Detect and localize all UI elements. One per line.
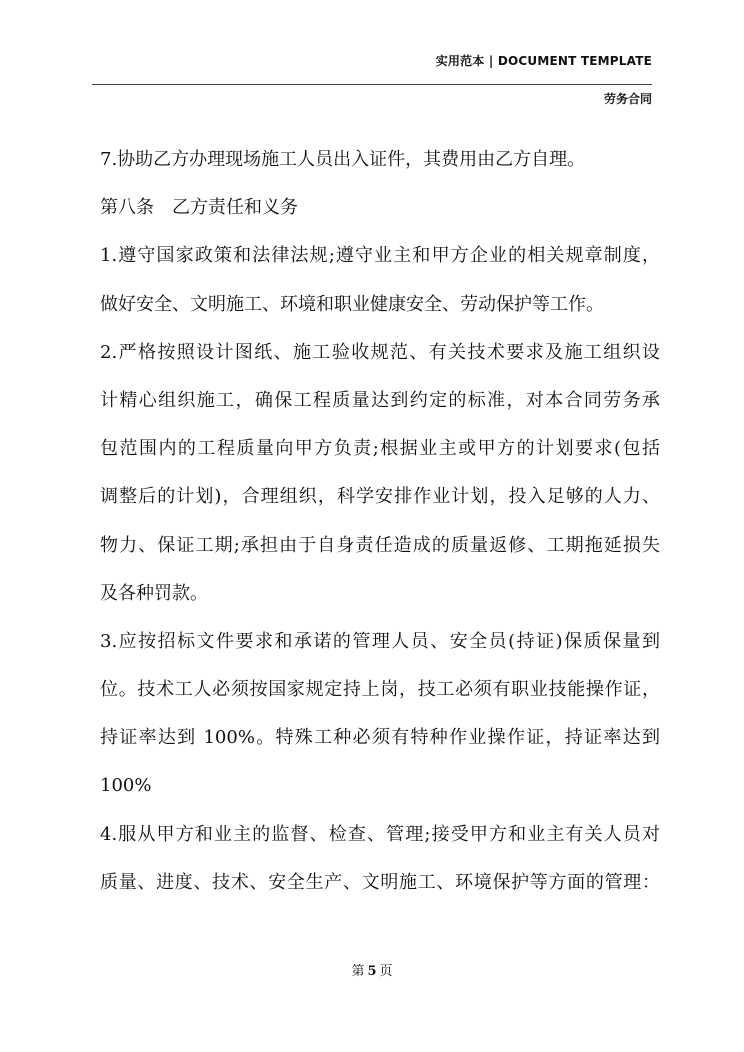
page-number: 5: [367, 964, 377, 979]
body-line: 包范围内的工程质量向甲方负责;根据业主或甲方的计划要求(包括: [100, 438, 660, 460]
body-line: 质量、进度、技术、安全生产、文明施工、环境保护等方面的管理：: [100, 871, 660, 893]
header-divider: [92, 84, 652, 85]
body-line: 及各种罚款。: [100, 582, 208, 604]
body-line: 做好安全、文明施工、环境和职业健康安全、劳动保护等工作。: [100, 293, 604, 315]
body-line: 计精心组织施工，确保工程质量达到约定的标准，对本合同劳务承: [100, 389, 660, 411]
body-line: 7.协助乙方办理现场施工人员出入证件，其费用由乙方自理。: [100, 149, 586, 170]
body-line: 持证率达到 100%。特殊工种必须有特种作业操作证，持证率达到: [100, 727, 660, 749]
body-line: 2.严格按照设计图纸、施工验收规范、有关技术要求及施工组织设: [100, 341, 660, 363]
body-line: 调整后的计划)，合理组织，科学安排作业计划，投入足够的人力、: [100, 486, 660, 508]
header-subtitle: 劳务合同: [603, 92, 652, 106]
body-line: 100%: [100, 775, 152, 797]
body-line: 物力、保证工期;承担由于自身责任造成的质量返修、工期拖延损失: [100, 534, 660, 556]
section-heading: 第八条 乙方责任和义务: [100, 197, 298, 219]
header-title: 实用范本 | DOCUMENT TEMPLATE: [435, 54, 652, 68]
body-line: 1.遵守国家政策和法律法规;遵守业主和甲方企业的相关规章制度，: [100, 245, 660, 267]
page-footer: [0, 960, 744, 979]
document-body: [100, 136, 660, 907]
body-line: 4.服从甲方和业主的监督、检查、管理;接受甲方和业主有关人员对: [100, 823, 660, 845]
body-line: 3.应按招标文件要求和承诺的管理人员、安全员(持证)保质保量到: [100, 630, 660, 652]
footer-prefix: 第: [351, 964, 365, 979]
footer-suffix: 页: [379, 964, 393, 979]
body-line: 位。技术工人必须按国家规定持上岗，技工必须有职业技能操作证，: [100, 679, 660, 701]
